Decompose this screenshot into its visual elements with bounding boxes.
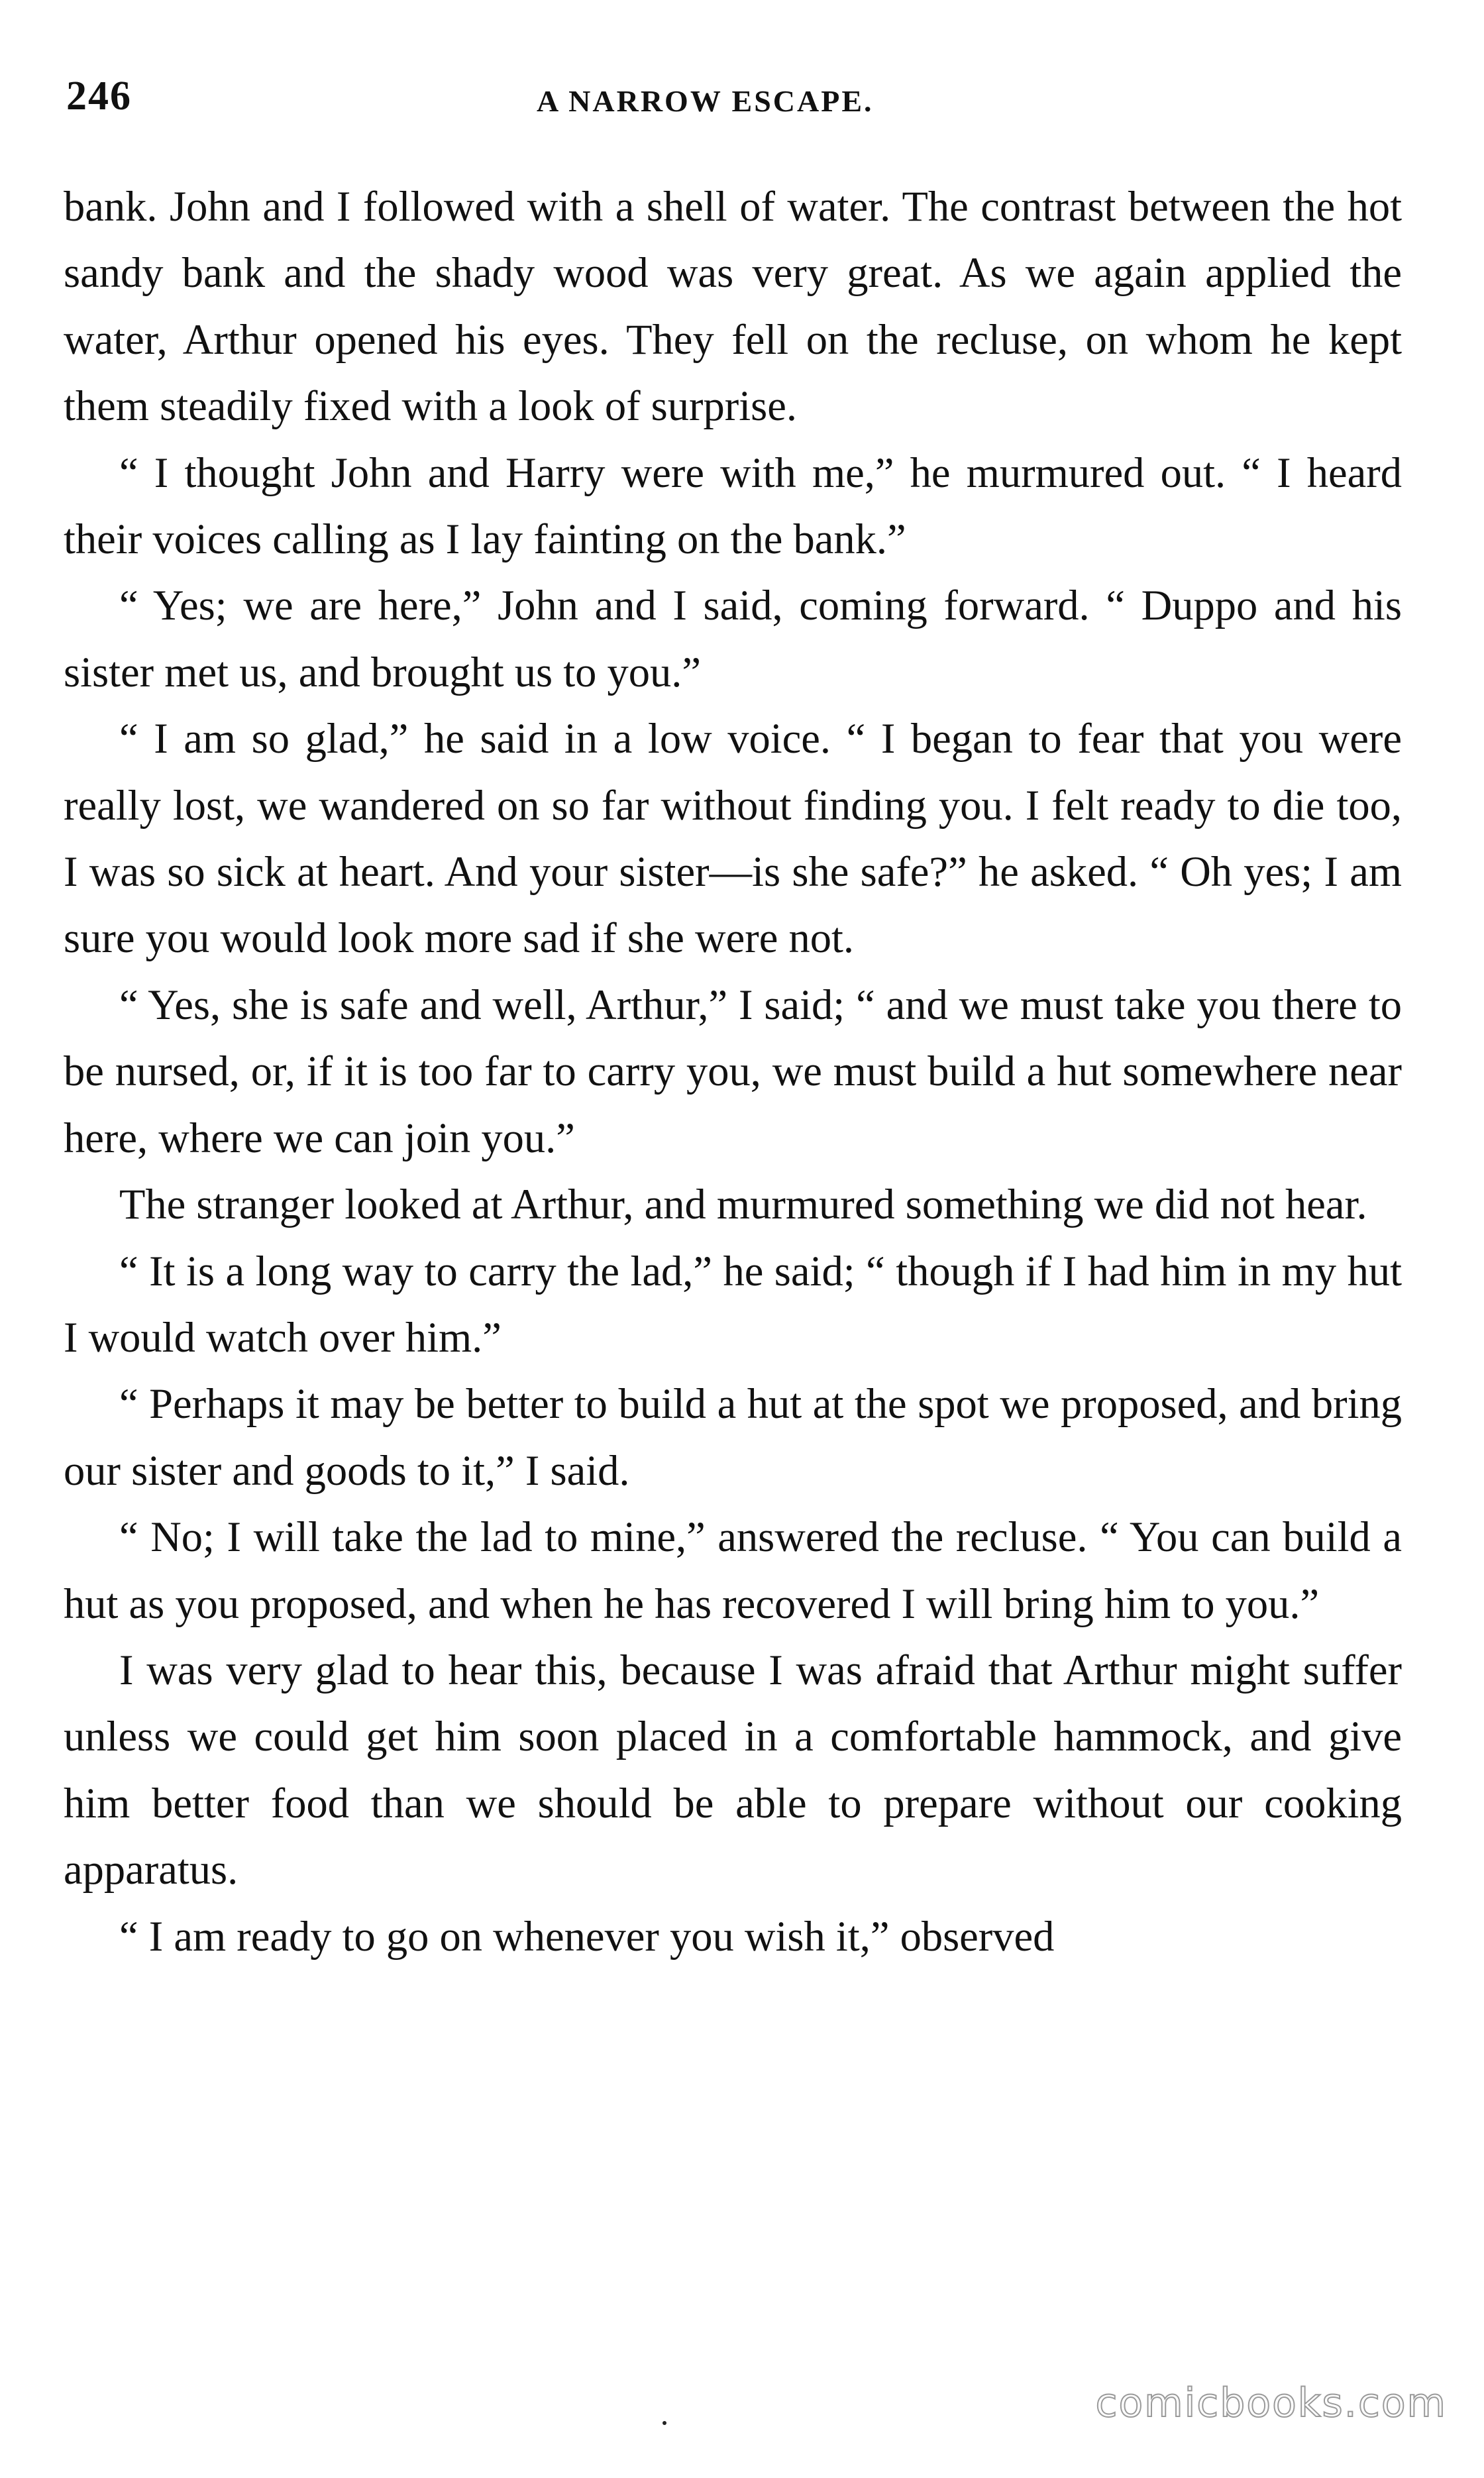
paragraph: “ Yes, she is safe and well, Arthur,” I said; “ and we must take you there to be nursed, or, if it is too far to carry you, we must build a hut somewhere near here, where we can join you.” <box>64 981 1402 1161</box>
page-header <box>66 73 1404 146</box>
paragraph: The stranger looked at Arthur, and murmured something we did not hear. <box>119 1181 1367 1228</box>
paragraph: “ Yes; we are here,” John and I said, coming forward. “ Duppo and his sister met us, and brought us to you.” <box>64 582 1402 696</box>
watermark: comicbooks.com <box>1095 2380 1447 2426</box>
paragraph: “ No; I will take the lad to mine,” answered the recluse. “ You can build a hut as you proposed, and when he has recovered I will bring him to you.” <box>64 1513 1402 1627</box>
running-title: A NARROW ESCAPE. <box>537 84 874 118</box>
paragraph: “ I am so glad,” he said in a low voice. “ I began to fear that you were really lost, we wandered on so far without finding you. I felt ready to die too, I was so sick at heart. And your sister—is she safe?” he asked. “ Oh yes; I am sure you would look more sad if she were not. <box>64 715 1402 962</box>
paragraph: “ Perhaps it may be better to build a hut at the spot we proposed, and bring our sister and goods to it,” I said. <box>64 1380 1402 1494</box>
paragraph: “ It is a long way to carry the lad,” he said; “ though if I had him in my hut I would watch over him.” <box>64 1247 1402 1361</box>
body-text <box>64 174 1402 1970</box>
paragraph: I was very glad to hear this, because I was afraid that Arthur might suffer unless we could get him soon placed in a comfortable hammock, and give him better food than we should be able to prepare without our cooking apparatus. <box>64 1646 1402 1894</box>
print-speck <box>662 2421 666 2425</box>
paragraph: “ I am ready to go on whenever you wish it,” observed <box>119 1912 1055 1960</box>
page-number: 246 <box>66 74 132 119</box>
paragraph: bank. John and I followed with a shell of water. The contrast between the hot sandy bank and the shady wood was very great. As we again applied the water, Arthur opened his eyes. They fell on the recluse, on whom he kept them steadily fixed with a look of surprise. <box>64 183 1402 430</box>
paragraph: “ I thought John and Harry were with me,” he murmured out. “ I heard their voices calling as I lay fainting on the bank.” <box>64 449 1402 563</box>
